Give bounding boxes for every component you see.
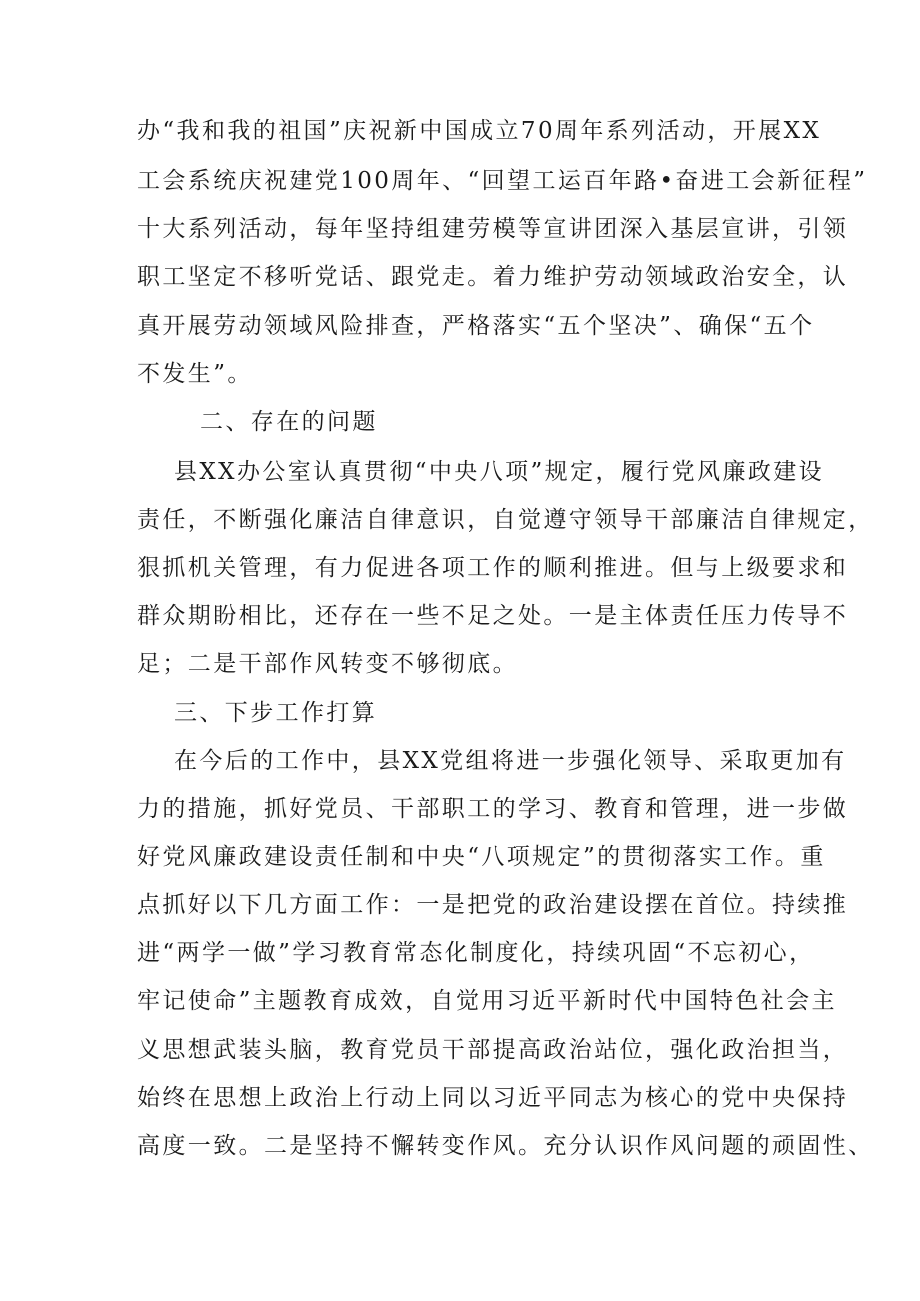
paragraph-line: 高度一致。二是坚持不懈转变作风。充分认识作风问题的顽固性、 (137, 1133, 874, 1159)
paragraph-line: 狠抓机关管理，有力促进各项工作的顺利推进。但与上级要求和 (137, 555, 849, 581)
section-heading: 二、存在的问题 (200, 409, 378, 435)
paragraph-line: 力的措施，抓好党员、干部职工的学习、教育和管理，进一步做 (137, 796, 849, 822)
paragraph-line: 县XX办公室认真贯彻“中央八项”规定，履行党风廉政建设 (174, 459, 825, 485)
paragraph-line: 责任，不断强化廉洁自律意识，自觉遵守领导干部廉洁自律规定， (137, 507, 874, 533)
paragraph-line: 十大系列活动，每年坚持组建劳模等宣讲团深入基层宣讲，引领 (137, 216, 849, 242)
paragraph-line: 始终在思想上政治上行动上同以习近平同志为核心的党中央保持 (137, 1085, 849, 1111)
paragraph-line: 职工坚定不移听党话、跟党走。着力维护劳动领域政治安全，认 (137, 264, 849, 290)
paragraph-line: 群众期盼相比，还存在一些不足之处。一是主体责任压力传导不 (137, 603, 849, 629)
paragraph-line: 好党风廉政建设责任制和中央“八项规定”的贯彻落实工作。重 (137, 844, 826, 870)
paragraph-line: 点抓好以下几方面工作：一是把党的政治建设摆在首位。持续推 (137, 892, 849, 918)
paragraph-line: 真开展劳动领域风险排查，严格落实“五个坚决”、确保“五个 (137, 313, 815, 339)
paragraph-line: 在今后的工作中，县XX党组将进一步强化领导、采取更加有 (174, 748, 847, 774)
section-heading: 三、下步工作打算 (174, 700, 378, 726)
paragraph-line: 义思想武装头脑，教育党员干部提高政治站位，强化政治担当， (137, 1037, 849, 1063)
paragraph-line: 进“两学一做”学习教育常态化制度化，持续巩固“不忘初心， (137, 940, 815, 966)
paragraph-line: 不发生”。 (137, 361, 253, 387)
paragraph-line: 牢记使命”主题教育成效，自觉用习近平新时代中国特色社会主 (137, 988, 837, 1014)
paragraph-line: 足；二是干部作风转变不够彻底。 (137, 651, 518, 677)
paragraph-line: 办“我和我的祖国”庆祝新中国成立70周年系列活动，开展XX (137, 118, 822, 144)
paragraph-line: 工会系统庆祝建党100周年、“回望工运百年路•奋进工会新征程” (137, 168, 868, 194)
